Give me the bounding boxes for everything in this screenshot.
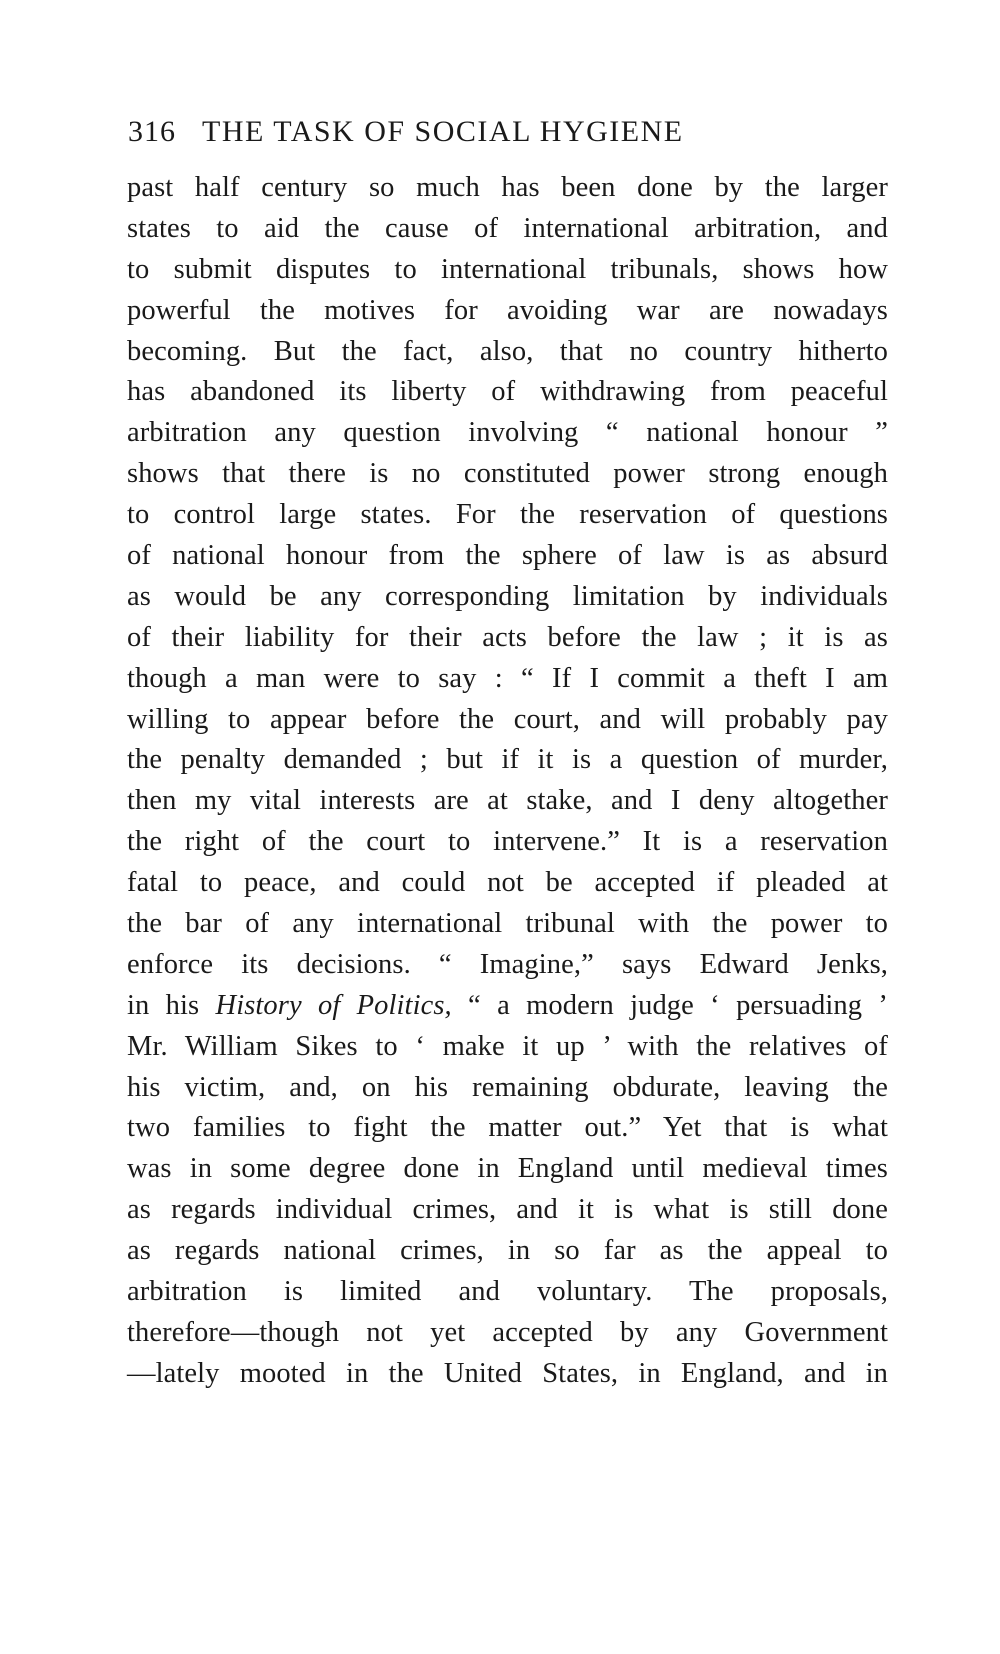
text-line: as regards individual crimes, and it is what is still done — [127, 1194, 888, 1226]
text-line: the penalty demanded ; but if it is a question of murder, — [127, 744, 888, 776]
page-number: 316 — [128, 115, 176, 148]
text-line: the bar of any international tribunal with the power to — [127, 908, 888, 940]
running-head — [128, 110, 898, 154]
text-line: of their liability for their acts before the law ; it is as — [127, 621, 888, 653]
text-line: to submit disputes to international tribunals, shows how — [127, 253, 888, 285]
text-line: has abandoned its liberty of withdrawing from peaceful — [127, 376, 888, 408]
text-line: fatal to peace, and could not be accepted if pleaded at — [127, 867, 888, 899]
text-line: arbitration any question involving “ national honour ” — [127, 417, 888, 449]
text-line: was in some degree done in England until medieval times — [127, 1153, 888, 1185]
text-line: two families to fight the matter out.” Yet that is what — [127, 1112, 888, 1144]
text-line: to control large states. For the reservation of questions — [127, 499, 888, 531]
text-line: willing to appear before the court, and will probably pay — [127, 703, 888, 735]
text-line-with-book-title — [127, 986, 888, 1027]
text-line: arbitration is limited and voluntary. The proposals, — [127, 1276, 888, 1308]
text-line: Mr. William Sikes to ‘ make it up ’ with the relatives of — [127, 1030, 888, 1062]
text-line: states to aid the cause of international arbitration, and — [127, 212, 888, 244]
text-line: of national honour from the sphere of law is as absurd — [127, 540, 888, 572]
book-title-italic: History of Politics, — [215, 989, 452, 1021]
text-line: though a man were to say : “ If I commit a theft I am — [127, 662, 888, 694]
text-after-title: “ a modern judge ‘ persuading ’ — [451, 989, 888, 1021]
text-line: his victim, and, on his remaining obdurate, leaving the — [127, 1071, 888, 1103]
text-line: shows that there is no constituted power strong enough — [127, 458, 888, 490]
text-line: enforce its decisions. “ Imagine,” says Edward Jenks, — [127, 948, 888, 980]
text-line: —lately mooted in the United States, in England, and in — [127, 1357, 888, 1389]
text-line: becoming. But the fact, also, that no country hitherto — [127, 335, 888, 367]
text-line: the right of the court to intervene.” It is a reservation — [127, 826, 888, 858]
text-line: as would be any corresponding limitation by individuals — [127, 580, 888, 612]
text-line: then my vital interests are at stake, and I deny altogether — [127, 785, 888, 817]
text-before-title: in his — [127, 989, 216, 1021]
text-line: powerful the motives for avoiding war are nowadays — [127, 294, 888, 326]
text-line: past half century so much has been done by the larger — [127, 172, 888, 203]
text-line: as regards national crimes, in so far as the appeal to — [127, 1235, 888, 1267]
body-text — [127, 168, 888, 1395]
text-line: therefore—though not yet accepted by any Government — [127, 1316, 888, 1348]
running-title: THE TASK OF SOCIAL HYGIENE — [202, 115, 684, 148]
